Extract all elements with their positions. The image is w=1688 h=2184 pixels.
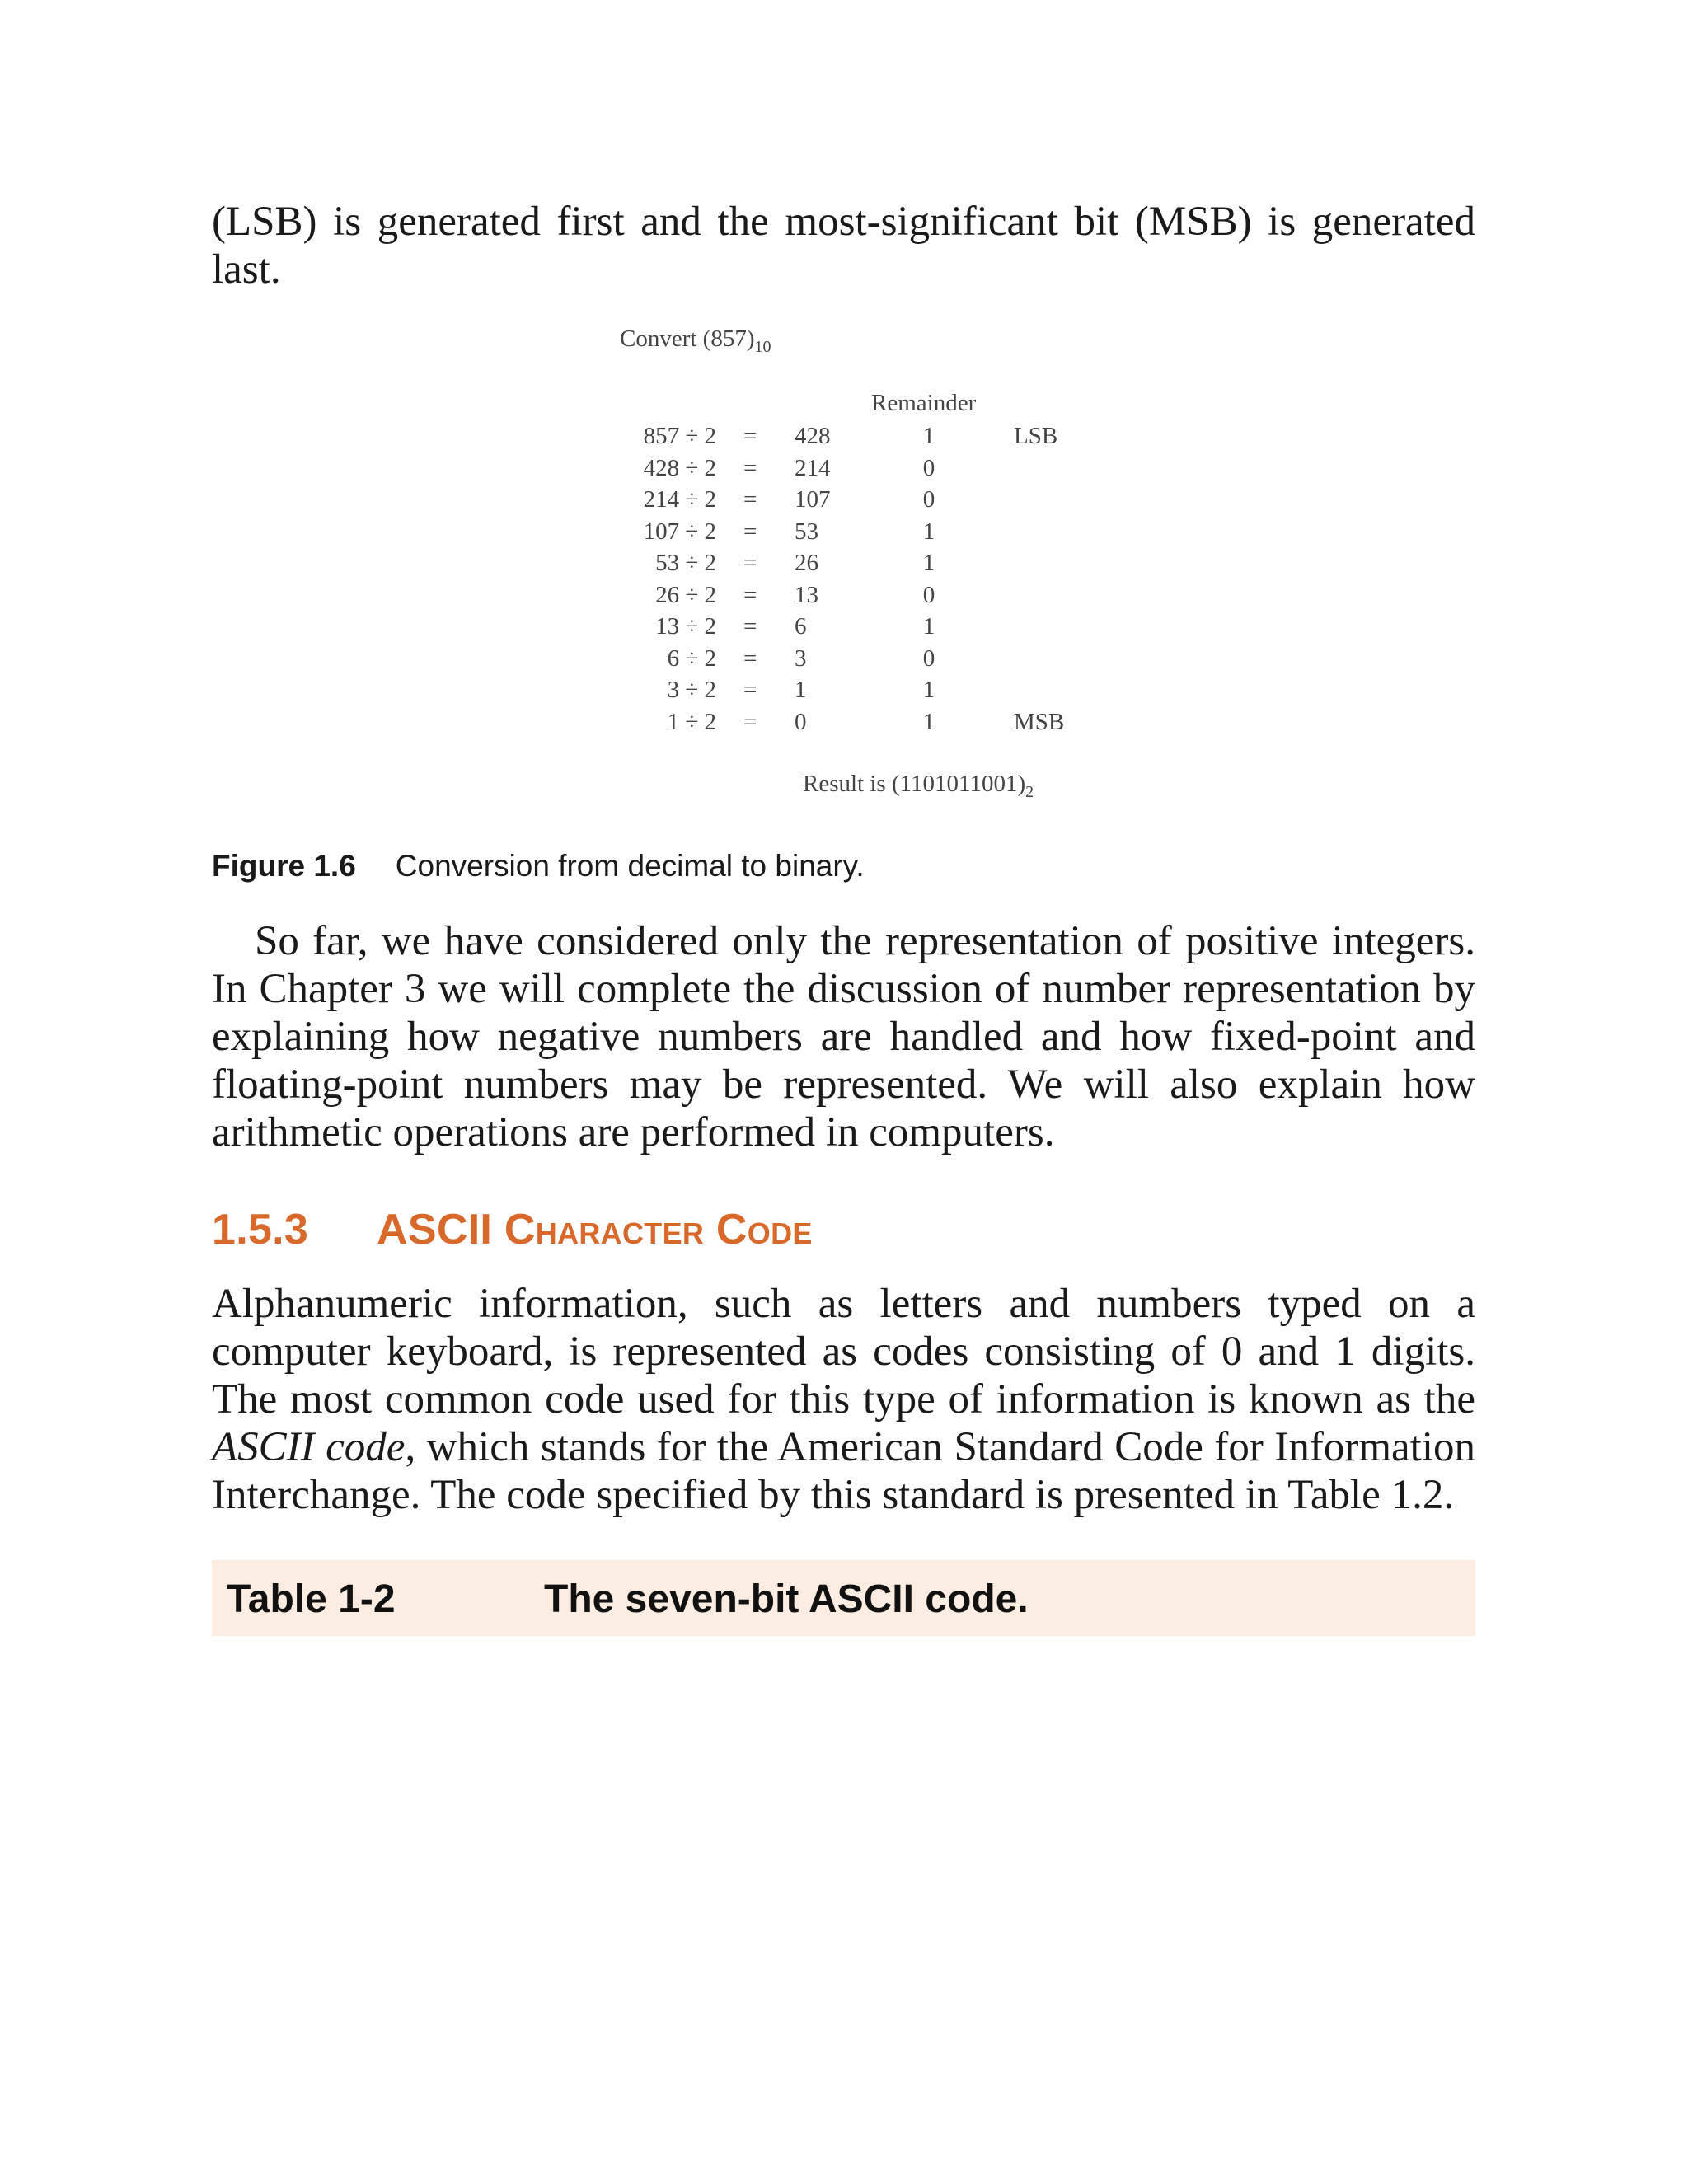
intro-paragraph: (LSB) is generated first and the most-significant bit (MSB) is generated last.	[212, 199, 1475, 293]
figure-caption	[212, 849, 865, 883]
step-remainder: 1	[922, 613, 935, 640]
step-division: 53 ÷ 2	[655, 550, 716, 576]
step-quotient: 1	[795, 677, 807, 703]
body-paragraph-ascii	[212, 1280, 1475, 1519]
division-step-row	[620, 484, 1131, 516]
figure-result	[803, 771, 1034, 802]
step-remainder: 0	[922, 644, 935, 672]
step-remainder: 0	[922, 581, 935, 608]
step-equals: =	[743, 454, 757, 481]
figure-title	[620, 326, 771, 357]
step-quotient: 428	[795, 423, 831, 449]
figure-caption-text: Conversion from decimal to binary.	[395, 849, 865, 883]
body-paragraph-positive-integers: So far, we have considered only the representation of positive integers. In Chapter 3 we will complete the discussion of number representation by explaining how negative numbers are handled and how fixed-point and floating-point numbers may be represented. We will also explain how arithmetic operations are performed in computers.	[212, 918, 1475, 1155]
step-equals: =	[743, 677, 757, 703]
division-step-row	[620, 516, 1131, 548]
division-step-row	[620, 579, 1131, 612]
step-division: 13 ÷ 2	[655, 613, 716, 640]
step-bit-tag: MSB	[1014, 708, 1065, 735]
step-quotient: 3	[795, 644, 807, 672]
figure-caption-label: Figure 1.6	[212, 849, 356, 883]
step-division: 857 ÷ 2	[643, 423, 716, 449]
step-division: 107 ÷ 2	[643, 518, 716, 545]
ascii-paragraph-part1: Alphanumeric information, such as letters and numbers typed on a computer keyboard, is represented as codes consisting of 0 and 1 digits. The most common code used for this type of information is known as the	[212, 1281, 1475, 1422]
table-caption-label: Table 1-2	[227, 1577, 396, 1621]
division-step-row	[620, 674, 1131, 706]
step-equals: =	[743, 518, 757, 545]
step-bit-tag: LSB	[1014, 423, 1058, 449]
step-remainder: 1	[922, 423, 935, 449]
step-remainder: 1	[922, 550, 935, 576]
ascii-code-term: ASCII code	[212, 1424, 406, 1470]
step-division: 6 ÷ 2	[667, 644, 716, 672]
figure-title-base: 10	[754, 337, 771, 356]
division-step-row	[620, 643, 1131, 675]
step-quotient: 0	[795, 708, 807, 735]
step-equals: =	[743, 486, 757, 513]
step-remainder: 0	[922, 486, 935, 513]
section-heading	[212, 1205, 813, 1254]
step-quotient: 13	[795, 581, 818, 608]
division-step-row	[620, 420, 1131, 452]
section-title: ASCII Character Code	[377, 1206, 813, 1254]
step-equals: =	[743, 423, 757, 449]
step-equals: =	[743, 708, 757, 735]
division-step-row	[620, 547, 1131, 579]
figure-title-text: Convert (857)	[620, 326, 755, 352]
division-step-row	[620, 706, 1131, 738]
step-quotient: 107	[795, 486, 831, 513]
step-remainder: 1	[922, 677, 935, 703]
step-quotient: 53	[795, 518, 818, 545]
ascii-paragraph-part2: , which stands for the American Standard Code for Information Interchange. The code specified by this standard is presented in Table 1.2.	[212, 1424, 1475, 1518]
division-step-row	[620, 452, 1131, 485]
step-quotient: 214	[795, 454, 831, 481]
step-equals: =	[743, 613, 757, 640]
step-division: 214 ÷ 2	[643, 486, 716, 513]
step-quotient: 6	[795, 613, 807, 640]
section-number: 1.5.3	[212, 1206, 309, 1254]
figure-result-base: 2	[1025, 782, 1034, 801]
step-division: 3 ÷ 2	[667, 677, 716, 703]
table-caption-bar	[212, 1560, 1475, 1636]
division-step-row	[620, 611, 1131, 643]
decimal-to-binary-figure	[620, 326, 1131, 820]
step-quotient: 26	[795, 550, 818, 576]
table-caption-text: The seven-bit ASCII code.	[544, 1577, 1029, 1621]
division-steps	[620, 420, 1131, 738]
step-division: 428 ÷ 2	[643, 454, 716, 481]
step-division: 26 ÷ 2	[655, 581, 716, 608]
step-equals: =	[743, 581, 757, 608]
remainder-header: Remainder	[871, 390, 977, 416]
step-remainder: 1	[922, 708, 935, 735]
step-equals: =	[743, 550, 757, 576]
step-remainder: 0	[922, 454, 935, 481]
figure-result-text: Result is (1101011001)	[803, 771, 1026, 797]
step-remainder: 1	[922, 518, 935, 545]
step-equals: =	[743, 644, 757, 672]
step-division: 1 ÷ 2	[667, 708, 716, 735]
